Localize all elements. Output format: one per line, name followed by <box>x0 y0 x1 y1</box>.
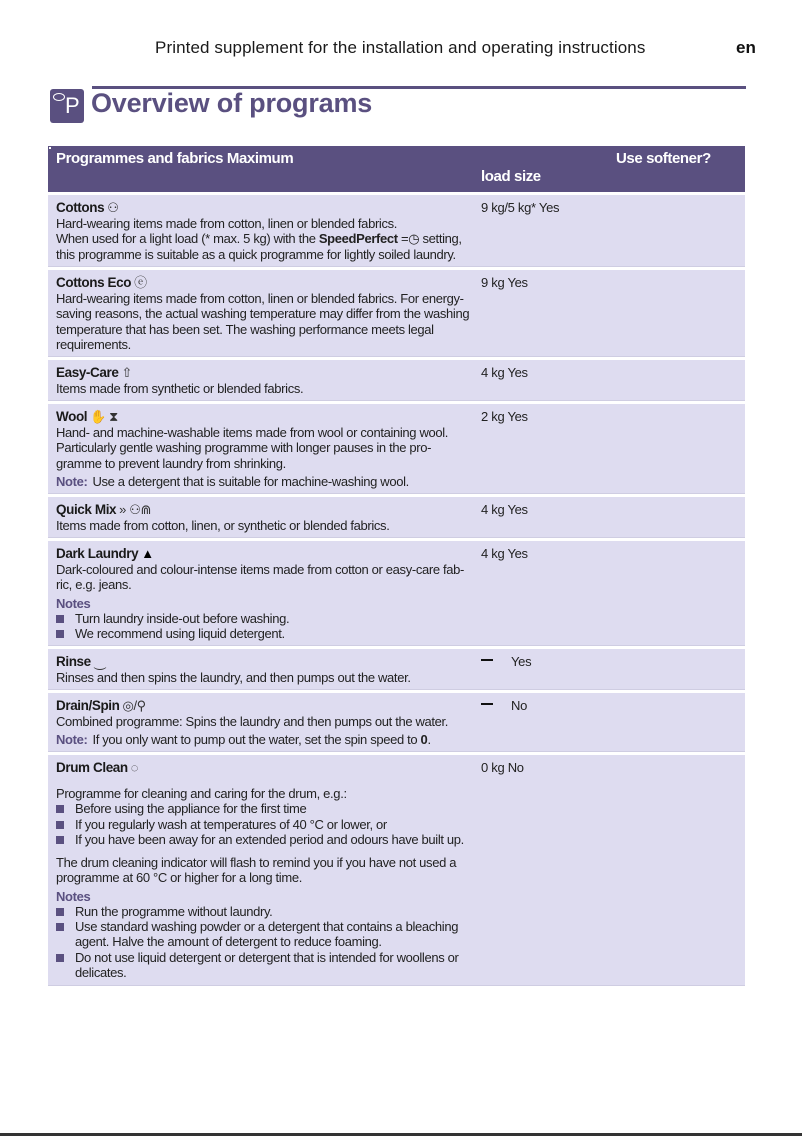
column-header-softener: Use softener? <box>616 150 711 167</box>
table-row-wool <box>48 404 745 494</box>
program-note: Note: If you only want to pump out the water, set the spin speed to 0. <box>56 732 431 748</box>
program-description: Dark-coloured and colour-intense items made from cotton or easy-care fab-ric, e.g. jeans. <box>56 562 464 593</box>
program-name: Cottons Eco <box>56 275 132 290</box>
table-row-easy-care <box>48 360 745 401</box>
program-name: Easy-Care <box>56 365 119 380</box>
table-row-dark-laundry <box>48 541 745 646</box>
column-header-load: load size <box>481 168 541 185</box>
column-header-programmes: Programmes and fabrics Maximum <box>56 150 294 167</box>
notes-heading: Notes <box>56 595 91 611</box>
program-name: Wool <box>56 409 88 424</box>
list-item: Use standard washing powder or a detergent that contains a bleaching agent. Halve the amount of detergent to reduce foaming. <box>56 919 476 950</box>
list-item: Do not use liquid detergent or detergent that is intended for woollens or delicates. <box>56 950 476 981</box>
program-description: Combined programme: Spins the laundry and then pumps out the water. <box>56 714 449 729</box>
table-row-rinse <box>48 649 745 690</box>
program-description: Rinses and then spins the laundry, and then pumps out the water. <box>56 670 411 685</box>
table-row-cottons <box>48 195 745 267</box>
table-row-drain-spin <box>48 693 745 752</box>
load-softener: No <box>481 698 527 713</box>
cottons-icon: ⚇ <box>107 200 119 215</box>
load-softener: 4 kg Yes <box>481 502 528 517</box>
program-intro: Programme for cleaning and caring for the drum, e.g.: <box>56 786 347 801</box>
program-name: Cottons <box>56 200 105 215</box>
list-item: If you regularly wash at temperatures of 40 °C or lower, or <box>56 817 476 832</box>
load-softener: 0 kg No <box>481 760 524 775</box>
eye-glyph <box>53 93 65 101</box>
load-softener: 9 kg/5 kg* Yes <box>481 200 560 215</box>
program-description: Items made from synthetic or blended fabrics. <box>56 381 304 396</box>
spin-drain-icon: ◎/⚲ <box>122 698 146 713</box>
eco-icon: ⓔ <box>134 275 147 290</box>
list-item: Before using the appliance for the first time <box>56 801 476 816</box>
program-name: Drain/Spin <box>56 698 120 713</box>
list-item: We recommend using liquid detergent. <box>56 626 476 641</box>
page-header <box>0 38 802 62</box>
load-softener: 4 kg Yes <box>481 365 528 380</box>
corner-mark <box>49 147 51 149</box>
program-description: Hard-wearing items made from cotton, linen or blended fabrics. When used for a light load (* max. 5 kg) with the SpeedPerfect =◷ setting, this programme is suitable as a quick programme for lightly soiled laundry. <box>56 216 462 262</box>
notes-heading: Notes <box>56 888 91 904</box>
table-row-quick-mix <box>48 497 745 538</box>
table-row-drum-clean <box>48 755 745 986</box>
usage-list <box>56 801 476 847</box>
program-description: Items made from cotton, linen, or synthetic or blended fabrics. <box>56 518 390 533</box>
shirt-hanger-icon: ⇧ <box>121 365 132 380</box>
program-name: Quick Mix <box>56 502 117 517</box>
dark-shirt-icon: ▲ <box>141 546 154 561</box>
load-softener: Yes <box>481 654 531 669</box>
program-overview-icon: P <box>50 89 84 123</box>
notes-list <box>56 904 476 980</box>
load-softener: 2 kg Yes <box>481 409 528 424</box>
program-description: Hand- and machine-washable items made from wool or containing wool. Particularly gentle washing programme with longer pauses in the pro-gramme to prevent laundry from shrinking. <box>56 425 449 471</box>
quick-mix-icon: » ⚇⋒ <box>119 502 151 517</box>
language-code: en <box>736 38 756 57</box>
dash-icon <box>481 703 493 705</box>
program-name: Drum Clean <box>56 760 128 775</box>
supplement-title: Printed supplement for the installation and operating instructions <box>155 38 646 57</box>
list-item: If you have been away for an extended period and odours have built up. <box>56 832 476 847</box>
list-item: Turn laundry inside-out before washing. <box>56 611 476 626</box>
indicator-text: The drum cleaning indicator will flash to remind you if you have not used a programme at 60 °C or higher for a long time. <box>56 855 457 886</box>
table-header <box>48 146 745 192</box>
load-softener: 9 kg Yes <box>481 275 528 290</box>
program-name: Dark Laundry <box>56 546 139 561</box>
page-title: Overview of programs <box>91 88 373 118</box>
dash-icon <box>481 659 493 661</box>
program-note: Note: Use a detergent that is suitable for machine-washing wool. <box>56 473 409 489</box>
load-softener: 4 kg Yes <box>481 546 528 561</box>
wool-handwash-icon: ✋ ⧗ <box>90 409 118 424</box>
rinse-basin-icon: ⏝ <box>93 654 106 669</box>
drum-clean-icon: ◌ <box>130 760 139 775</box>
program-name: Rinse <box>56 654 91 669</box>
table-row-cottons-eco <box>48 270 745 357</box>
notes-list <box>56 611 476 642</box>
list-item: Run the programme without laundry. <box>56 904 476 919</box>
program-description: Hard-wearing items made from cotton, linen or blended fabrics. For energy-saving reasons, the actual washing temperature may differ from the washing temperature that has been set. The washing performance meets legal requirements. <box>56 291 470 352</box>
programs-table <box>48 146 745 986</box>
